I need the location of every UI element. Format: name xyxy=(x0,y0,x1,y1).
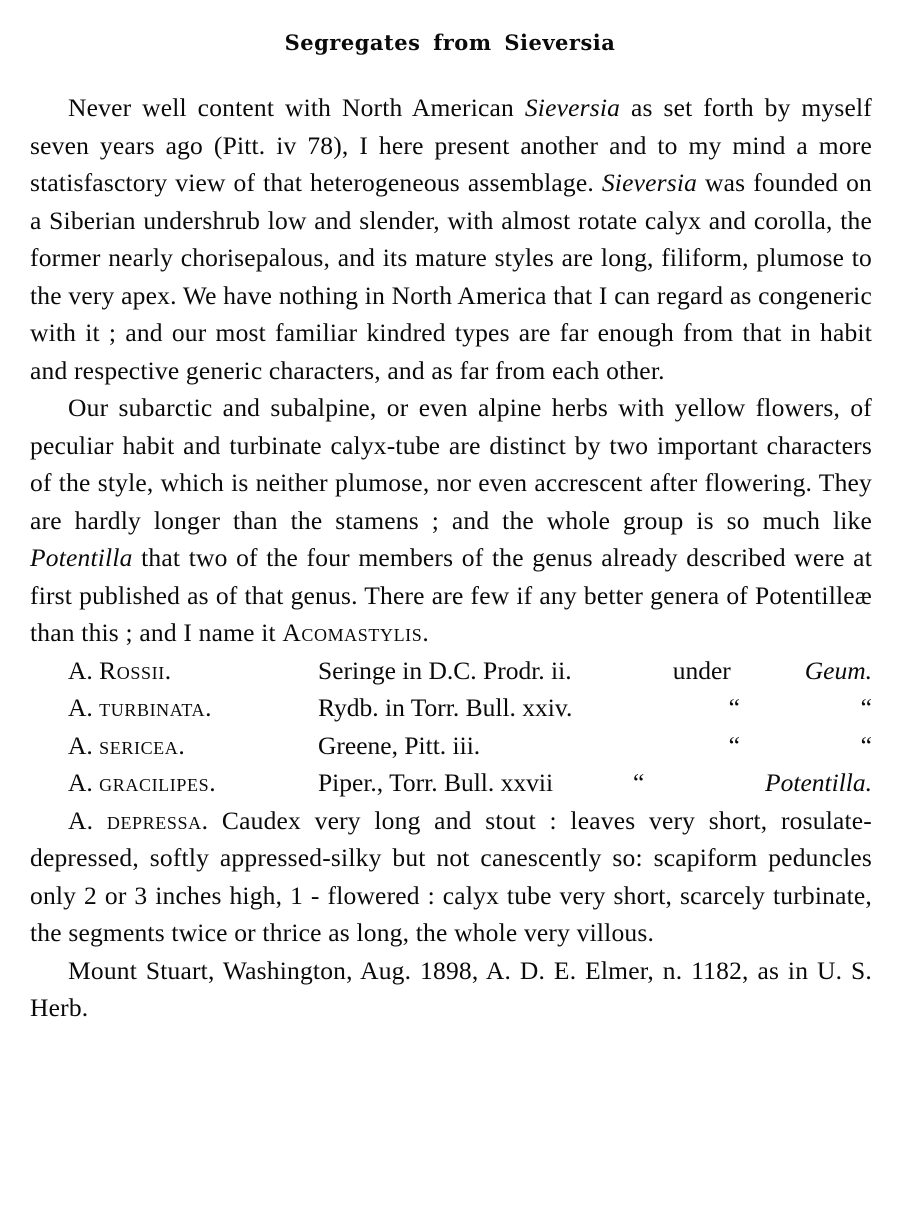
species-genus-initial: A. xyxy=(68,693,100,722)
paragraph-1-text-a: Never well content with North American xyxy=(68,93,525,122)
species-basionym-genus: Geum. xyxy=(804,655,872,685)
paragraph-4: Mount Stuart, Washington, Aug. 1898, A. D. E. Elmer, n. 1182, as in U. S. Herb. xyxy=(30,955,872,1022)
species-citation: Rydb. in Torr. Bull. xxiv. xyxy=(318,693,573,722)
list-item xyxy=(30,764,872,802)
paragraph-1 xyxy=(30,89,872,389)
species-name-tail: . xyxy=(209,768,216,797)
species-citation: Seringe in D.C. Prodr. ii. xyxy=(318,655,572,685)
paragraph-3-smallcaps-depressa: depressa xyxy=(106,805,202,835)
paragraph-3-genus-initial: A. xyxy=(68,805,107,835)
paragraph-2-smallcaps-acomastylis: Acomastylis xyxy=(282,618,423,647)
paragraph-2-text-c: . xyxy=(422,618,429,647)
species-under-label: “ xyxy=(728,693,740,722)
species-under-label: “ xyxy=(633,768,645,797)
paragraph-3 xyxy=(30,802,872,952)
paragraph-2 xyxy=(30,389,872,652)
page-title: Segregates from Sieversia xyxy=(284,30,616,55)
species-name-tail: . xyxy=(178,730,185,760)
species-citation: Piper., Torr. Bull. xxvii xyxy=(318,768,554,797)
species-epithet: turbinata xyxy=(99,693,206,722)
paragraph-1-text-c: was founded on a Siberian undershrub low and slender, with almost rotate calyx and corolla, the former nearly chorisepalous, and its mature styles are long, filiform, plumose to the very apex. We have nothing in North America that I can regard as congeneric with it ; and our most familiar kindred types are far enough from that in habit and respective generic characters, and as far from each other. xyxy=(30,168,872,385)
species-under-label: under xyxy=(672,655,731,685)
species-under-label: “ xyxy=(728,730,740,760)
paragraph-2-text-b: that two of the four members of the genus already described were at first published as of that genus. There are few if any better genera of Potentilleæ than this ; and I name it xyxy=(30,543,872,647)
species-basionym-genus: “ xyxy=(860,730,872,760)
species-name xyxy=(68,727,318,765)
document-body xyxy=(16,89,884,1027)
species-epithet: Rossii xyxy=(99,655,165,685)
paragraph-2-text-a: Our subarctic and subalpine, or even alpine herbs with yellow flowers, of peculiar habit and turbinate calyx-tube are distinct by two important characters of the style, which is neither plumose, nor even accrescent after flowering. They are hardly longer than the stamens ; and the whole group is so much like xyxy=(30,393,872,535)
species-epithet: sericea xyxy=(99,730,179,760)
species-basionym-genus: “ xyxy=(860,693,872,722)
species-name xyxy=(68,764,318,802)
list-item xyxy=(30,727,872,765)
species-citation: Greene, Pitt. iii. xyxy=(318,730,481,760)
species-genus-initial: A. xyxy=(68,730,100,760)
list-item xyxy=(30,689,872,727)
list-item xyxy=(30,652,872,690)
paragraph-1-italic-sieversia-1: Sieversia xyxy=(524,93,621,122)
species-name xyxy=(68,689,318,727)
species-epithet: gracilipes xyxy=(99,768,210,797)
paragraph-1-italic-sieversia-2: Sieversia xyxy=(601,168,698,197)
species-list xyxy=(30,652,872,802)
species-name xyxy=(68,652,318,690)
species-genus-initial: A. xyxy=(68,768,100,797)
species-basionym-genus: Potentilla. xyxy=(765,768,872,797)
species-name-tail: . xyxy=(205,693,212,722)
paragraph-1-text-b: as set forth by myself seven years ago (Pitt. iv 78), I here present another and to my mind a more statisfasctory view of that heterogeneous assemblage. xyxy=(30,93,872,197)
paragraph-2-italic-potentilla: Potentilla xyxy=(30,543,133,572)
species-name-tail: . xyxy=(164,655,172,685)
species-genus-initial: A. xyxy=(68,655,100,685)
paragraph-3-text: . Caudex very long and stout : leaves very short, rosulate-depressed, softly appressed-silky but not canescently so: scapiform peduncles only 2 or 3 inches high, 1 - flowered : calyx tube very short, scarcely turbinate, the segments twice or thrice as long, the whole very villous. xyxy=(30,805,872,947)
